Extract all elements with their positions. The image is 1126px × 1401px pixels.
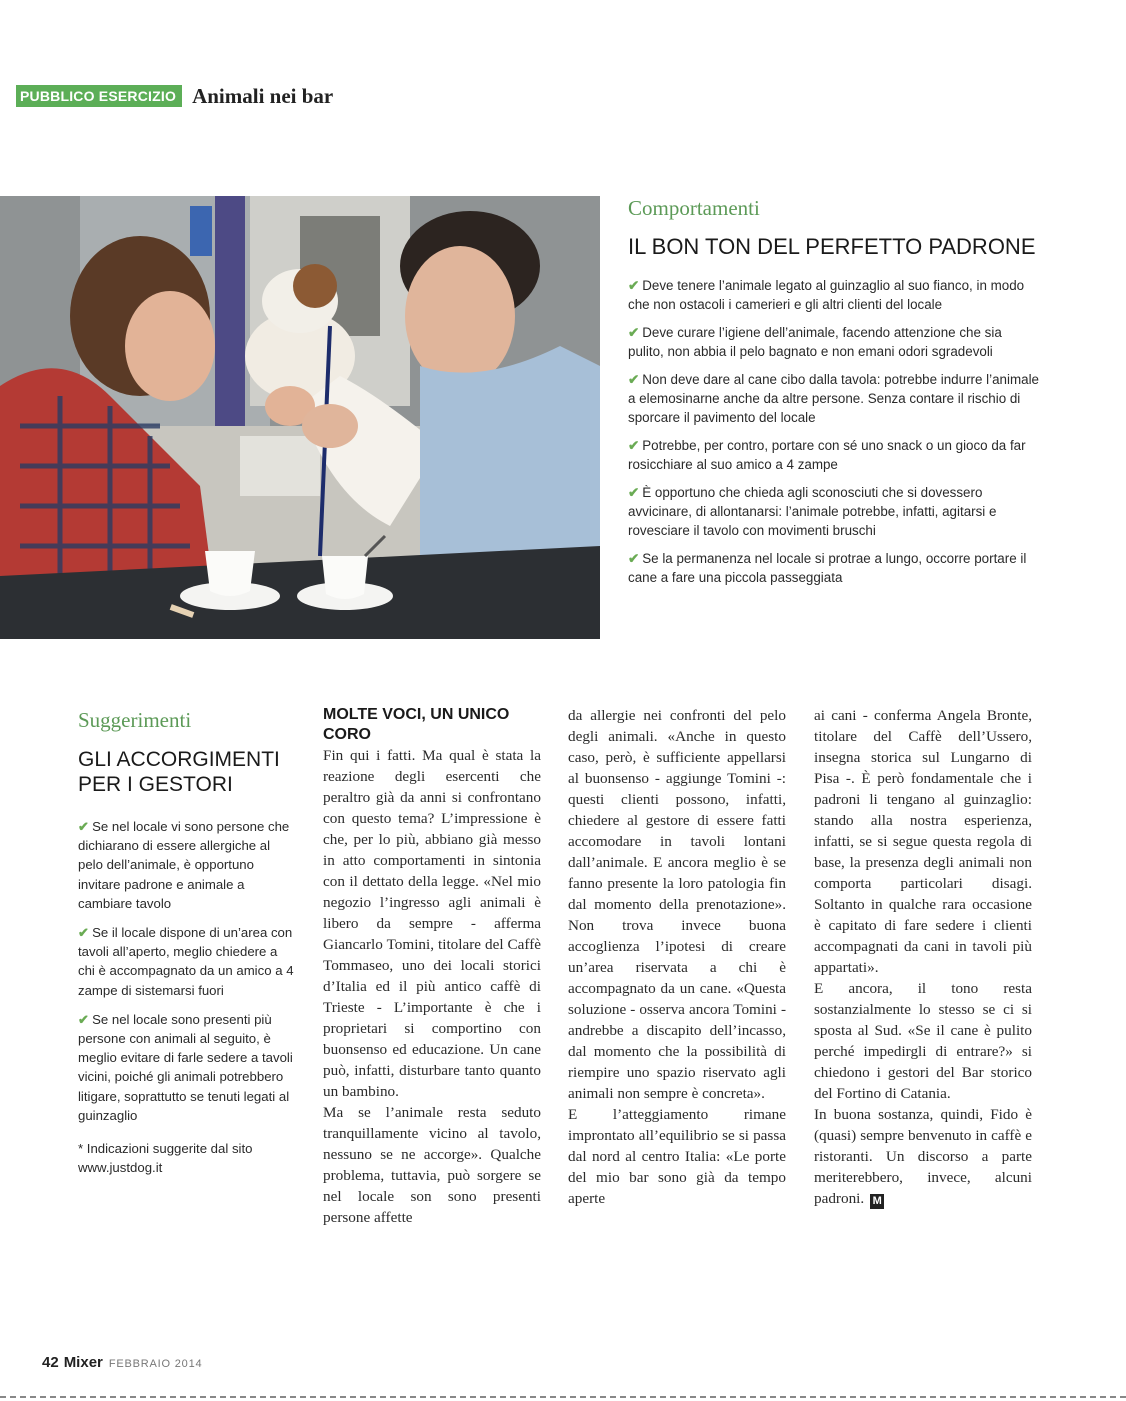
paragraph: Fin qui i fatti. Ma qual è stata la reazione degli esercenti che peraltro già da anni si confrontano con questo tema? L’impressione è che, per lo più, abbiano già messo in atto comportamenti in sintonia con il dettato della legge. «Nel mio negozio l’ingresso agli animali è libero da sempre - afferma Giancarlo Tomini, titolare del Caffè Tommaseo, uno dei locali storici d’Italia ed il più antico caffè di Trieste - L’importante è che i proprietari si comportino con buonsenso ed educazione. Un cane può, infatti, disturbare tanto quanto un bambino. [323, 747, 541, 1100]
tip-text: Se nel locale sono presenti più persone con animali al seguito, è meglio evitare di farle sedere a tavoli vicini, poiché gli animali potrebbero litigare, soprattutto se tenuti legati al guinzaglio [78, 1011, 293, 1123]
paragraph: E l’atteggiamento rimane improntato all’equilibrio se si passa dal nord al centro Italia: «Le porte del mio bar sono già da tempo aperte [568, 1106, 786, 1207]
paragraph: ai cani - conferma Angela Bronte, titolare del Caffè dell’Ussero, insegna storica sul Lungarno di Pisa -. È però fondamentale che i padroni li tengano al guinzaglio: stando alla nostra esperienza, infatti, se si segue questa regola di base, la presenza degli animali non comporta particolari disagi. Soltanto in qualche rara occasione è capitato di fare sedere i clienti accompagnati da cani in tavoli più appartati». [814, 707, 1032, 976]
article-column-2 [568, 705, 786, 1209]
paragraph: E ancora, il tono resta sostanzialmente lo stesso se ci si sposta al Sud. «Se il cane è pulito perché impedirgli di entrare?» si chiedono i gestori del Bar storico del Fortino di Catania. [814, 980, 1032, 1102]
footnote: * Indicazioni suggerite dal sito www.justdog.it [78, 1141, 253, 1176]
tip-text: Deve curare l’igiene dell’animale, facendo attenzione che sia pulito, non abbia il pelo bagnato e non emani odori sgradevoli [628, 325, 1002, 359]
check-icon: ✔ [628, 551, 640, 566]
tip-text: Non deve dare al cane cibo dalla tavola: potrebbe indurre l’animale a elemosinarne anche da altre persone. Senza contare il rischio di sporcare il pavimento del locale [628, 372, 1039, 425]
list-item [628, 323, 1040, 361]
end-mark-icon: M [870, 1194, 884, 1209]
article-heading: MOLTE VOCI, UN UNICO CORO [323, 706, 510, 743]
magazine-name: Mixer [63, 1354, 103, 1371]
tips-list [78, 817, 296, 1125]
page-number: 42 [42, 1354, 59, 1371]
list-item [78, 817, 296, 913]
cut-line-divider [0, 1396, 1126, 1398]
paragraph [814, 1104, 1032, 1209]
tip-text: Potrebbe, per contro, portare con sé uno snack o un gioco da far rosicchiare al suo amico a 4 zampe [628, 438, 1026, 472]
check-icon: ✔ [78, 925, 90, 941]
box-title: GLI ACCORGIMENTI PER I GESTORI [78, 748, 280, 796]
article-column-1 [323, 705, 541, 1228]
tip-text: Se la permanenza nel locale si protrae a lungo, occorre portare il cane a fare una piccola passeggiata [628, 551, 1027, 585]
closing-text: In buona sostanza, quindi, Fido è (quasi) sempre benvenuto in caffè e ristoranti. Un discorso a parte meriterebbero, invece, alcuni padroni. [814, 1106, 1032, 1207]
list-item [628, 370, 1040, 427]
box-category: Comportamenti [628, 196, 760, 220]
paragraph: Ma se l’animale resta seduto tranquillamente vicino al tavolo, nessuno se ne accorge». Qualche problema, tuttavia, può sorgere se nel locale son sono presenti persone affette [323, 1104, 541, 1226]
check-icon: ✔ [628, 278, 640, 293]
list-item [78, 1010, 296, 1125]
list-item [628, 436, 1040, 474]
article-column-3 [814, 705, 1032, 1209]
box-title: IL BON TON DEL PERFETTO PADRONE [628, 234, 1036, 259]
tip-text: Se nel locale vi sono persone che dichiarano di essere allergiche al pelo dell’animale, è opportuno invitare padrone e animale a cambiare tavolo [78, 819, 290, 911]
page-title: Animali nei bar [192, 83, 334, 108]
check-icon: ✔ [628, 485, 640, 500]
issue-date: FEBBRAIO 2014 [108, 1358, 203, 1370]
page-footer [42, 1354, 202, 1371]
check-icon: ✔ [78, 1011, 90, 1027]
tip-text: Se il locale dispone di un’area con tavoli all’aperto, meglio chiedere a chi è accompagnato da un amico a 4 zampe di sistemarsi fuori [78, 925, 294, 998]
check-icon: ✔ [78, 819, 90, 834]
photo-illustration [0, 196, 600, 639]
suggestions-box [78, 708, 296, 1177]
paragraph: da allergie nei confronti del pelo degli animali. «Anche in questo caso, però, è sufficiente appellarsi al buonsenso - aggiunge Tomini -: questi clienti possono, infatti, chiedere al gestore di essere fatti accomodare in tavoli lontani dall’animale. E ancora meglio è se fanno presente la loro patologia fin dal momento della prenotazione». Non trova invece buona accoglienza l’ipotesi di creare un’area riservata a chi è accompagnato da un cane. «Questa soluzione - osserva ancora Tomini - andrebbe a discapito dell’incasso, dal momento che la possibilità di riempire uno spazio riservato agli animali non sempre è concreta». [568, 707, 786, 1102]
tips-list [628, 276, 1040, 587]
list-item [628, 483, 1040, 540]
check-icon: ✔ [628, 438, 640, 453]
list-item [628, 549, 1040, 587]
section-tag: PUBBLICO ESERCIZIO [16, 85, 182, 107]
cafe-photo [0, 196, 600, 639]
section-header [16, 84, 333, 108]
box-category: Suggerimenti [78, 708, 192, 732]
list-item [628, 276, 1040, 314]
tip-text: Deve tenere l’animale legato al guinzaglio al suo fianco, in modo che non ostacoli i camerieri e gli altri clienti del locale [628, 278, 1025, 312]
check-icon: ✔ [628, 372, 640, 387]
behaviour-box [628, 196, 1040, 596]
tip-text: È opportuno che chieda agli sconosciuti che si dovessero avvicinare, di allontanarsi: l’animale potrebbe, infatti, agitarsi e rovesciare il tavolo con movimenti bruschi [628, 485, 997, 538]
list-item [78, 923, 296, 1000]
check-icon: ✔ [628, 325, 640, 340]
